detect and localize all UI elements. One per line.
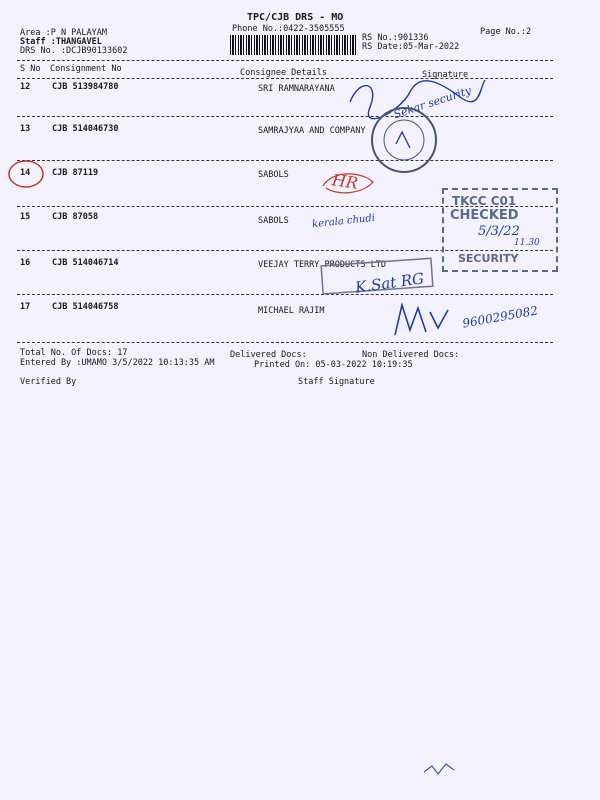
red-loop-mark [318, 164, 380, 198]
entered-by: Entered By :UMAMO 3/5/2022 10:13:35 AM [20, 358, 215, 368]
row-sno: 16 [20, 258, 31, 268]
non-delivered-docs: Non Delivered Docs: [362, 350, 460, 360]
signature-scribble [390, 300, 460, 340]
total-docs: Total No. Of Docs: 17 [20, 348, 128, 358]
delivered-docs: Delivered Docs: [230, 350, 307, 360]
rs-date: RS Date:05-Mar-2022 [362, 42, 460, 52]
rs-number: RS No.:901336 [362, 33, 429, 43]
col-consignment: Consignment No [50, 64, 122, 74]
row-consignment-no: CJB 87058 [52, 212, 99, 222]
phone-number: Phone No.:0422-3505555 [232, 24, 345, 34]
row-consignee: SAMRAJYAA AND COMPANY [258, 126, 366, 136]
stamp-date: 5/3/22 [478, 224, 520, 239]
area-field: Area :P N PALAYAM [20, 28, 107, 38]
staff-field: Staff :THANGAVEL [20, 37, 102, 47]
row-consignment-no: CJB 514046730 [52, 124, 119, 134]
row-sno: 17 [20, 302, 31, 312]
row-consignment-no: CJB 513984780 [52, 82, 119, 92]
divider [17, 294, 553, 295]
col-signature: Signature [422, 70, 469, 80]
divider [17, 160, 553, 161]
divider [17, 342, 553, 343]
row-consignment-no: CJB 514046758 [52, 302, 119, 312]
handwritten-initials: HR [330, 170, 360, 193]
security-stamp [442, 188, 558, 272]
handwritten-signature: K.Sat RG [354, 269, 426, 297]
row-consignee: MICHAEL RAJIM [258, 306, 325, 316]
row-consignee: VEEJAY TERRY PRODUCTS LTD [258, 260, 386, 270]
row-consignee: SRI RAMNARAYANA [258, 84, 335, 94]
document-title: TPC/CJB DRS - MO [247, 12, 344, 23]
row-sno: 13 [20, 124, 31, 134]
staff-signature-label: Staff Signature [298, 377, 375, 387]
row-sno: 12 [20, 82, 31, 92]
stamp-time: 11.30 [514, 238, 540, 248]
stamp-line: CHECKED [450, 208, 519, 223]
barcode [230, 35, 358, 55]
row-consignee: SABOLS [258, 216, 289, 226]
stamp-line: SECURITY [458, 252, 519, 265]
ink-mark [420, 758, 460, 780]
red-circle-mark [6, 158, 46, 190]
drs-number: DRS No. :DCJB90133602 [20, 46, 128, 56]
verified-by: Verified By [20, 377, 77, 387]
col-sno: S No [20, 64, 41, 74]
row-consignment-no: CJB 514046714 [52, 258, 119, 268]
printed-on: Printed On: 05-03-2022 10:19:35 [254, 360, 413, 370]
handwritten-note: Sekar security [391, 83, 473, 122]
page-number: Page No.:2 [480, 27, 532, 37]
col-consignee: Consignee Details [240, 68, 327, 78]
row-consignee: SABOLS [258, 170, 289, 180]
handwritten-phone: 9600295082 [461, 303, 539, 331]
divider [17, 60, 553, 61]
stamp-line: TKCC C01 [452, 194, 517, 208]
row-consignment-no: CJB 87119 [52, 168, 99, 178]
row-sno: 14 [20, 168, 31, 178]
row-sno: 15 [20, 212, 31, 222]
handwritten-note: kerala chudi [311, 212, 376, 231]
